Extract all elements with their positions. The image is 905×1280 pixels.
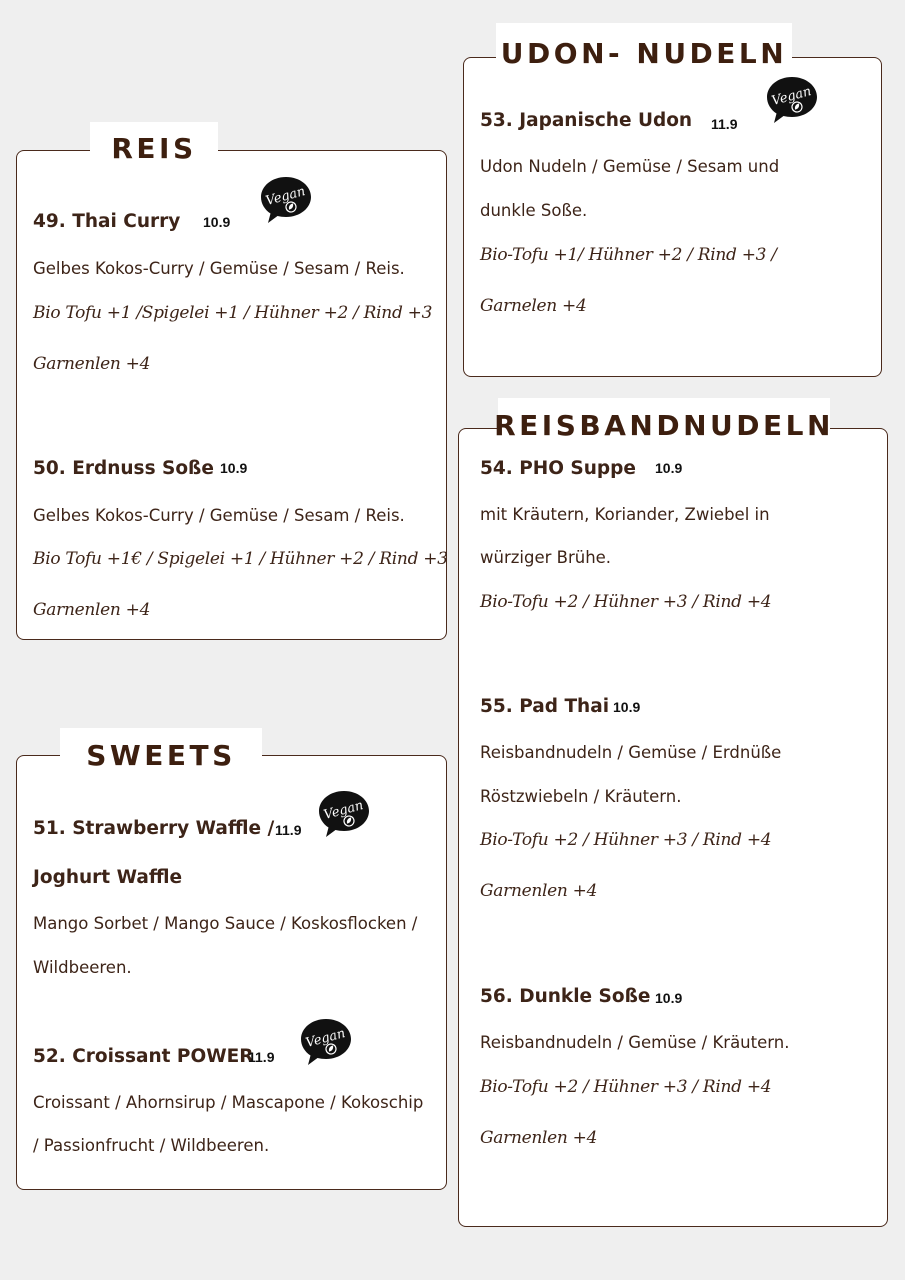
- item-desc-55-line2: Röstzwiebeln / Kräutern.: [480, 787, 682, 806]
- item-desc-51-line2: Wildbeeren.: [33, 958, 132, 977]
- item-price-54: 10.9: [655, 460, 683, 476]
- item-extras-54-line1: Bio-Tofu +2 / Hühner +3 / Rind +4: [480, 592, 772, 612]
- item-name-54: 54. PHO Suppe: [480, 458, 636, 479]
- item-name-55: 55. Pad Thai: [480, 696, 610, 717]
- item-price-50: 10.9: [220, 460, 248, 476]
- item-desc-50-line1: Gelbes Kokos-Curry / Gemüse / Sesam / Reis.: [33, 506, 405, 525]
- item-desc-53-line2: dunkle Soße.: [480, 201, 588, 220]
- item-desc-53-line1: Udon Nudeln / Gemüse / Sesam und: [480, 157, 780, 176]
- item-extras-50-line1: Bio Tofu +1€ / Spigelei +1 / Hühner +2 / Rind +3: [33, 549, 448, 569]
- item-extras-56-line1: Bio-Tofu +2 / Hühner +3 / Rind +4: [480, 1077, 772, 1097]
- reis-section-title: REIS: [90, 122, 218, 174]
- item-price-52: 11.9: [248, 1049, 275, 1065]
- vegan-badge-icon: [299, 1016, 353, 1068]
- item-extras-49-line1: Bio Tofu +1 /Spigelei +1 / Hühner +2 / Rind +3: [33, 303, 433, 323]
- item-extras-55-line1: Bio-Tofu +2 / Hühner +3 / Rind +4: [480, 830, 772, 850]
- item-name-50: 50. Erdnuss Soße: [33, 458, 214, 479]
- item-price-49: 10.9: [203, 214, 231, 230]
- item-name-56: 56. Dunkle Soße: [480, 986, 651, 1007]
- reisband-section-title: REISBANDNUDELN: [498, 398, 830, 452]
- item-desc-52-line1: Croissant / Ahornsirup / Mascapone / Kokoschip: [33, 1093, 424, 1112]
- item-desc-54-line2: würziger Brühe.: [480, 548, 612, 567]
- item-price-53: 11.9: [711, 116, 738, 132]
- item-name-53: 53. Japanische Udon: [480, 110, 693, 131]
- udon-section-title: UDON- NUDELN: [496, 23, 792, 83]
- item-extras-56-line2: Garnenlen +4: [480, 1128, 598, 1148]
- item-extras-49-line2: Garnenlen +4: [33, 354, 151, 374]
- sweets-section-title: SWEETS: [60, 728, 262, 782]
- item-price-56: 10.9: [655, 990, 683, 1006]
- item-name-51-line1: 51. Strawberry Waffle /: [33, 818, 275, 839]
- item-name-52: 52. Croissant POWER: [33, 1046, 254, 1067]
- vegan-badge-icon: [765, 74, 819, 126]
- item-extras-53-line1: Bio-Tofu +1/ Hühner +2 / Rind +3 /: [480, 245, 777, 265]
- item-name-51-line2: Joghurt Waffle: [33, 867, 183, 888]
- item-desc-56-line1: Reisbandnudeln / Gemüse / Kräutern.: [480, 1033, 790, 1052]
- item-desc-49-line1: Gelbes Kokos-Curry / Gemüse / Sesam / Reis.: [33, 259, 405, 278]
- vegan-badge-icon: [317, 788, 371, 840]
- vegan-badge-icon: [259, 174, 313, 226]
- item-price-55: 10.9: [613, 699, 641, 715]
- item-desc-51-line1: Mango Sorbet / Mango Sauce / Koskosflocken /: [33, 914, 418, 933]
- item-desc-54-line1: mit Kräutern, Koriander, Zwiebel in: [480, 505, 770, 524]
- item-desc-55-line1: Reisbandnudeln / Gemüse / Erdnüße: [480, 743, 782, 762]
- item-name-49: 49. Thai Curry: [33, 211, 181, 232]
- item-extras-53-line2: Garnelen +4: [480, 296, 587, 316]
- item-price-51: 11.9: [275, 822, 302, 838]
- item-desc-52-line2: / Passionfrucht / Wildbeeren.: [33, 1136, 270, 1155]
- item-extras-50-line2: Garnenlen +4: [33, 600, 151, 620]
- item-extras-55-line2: Garnenlen +4: [480, 881, 598, 901]
